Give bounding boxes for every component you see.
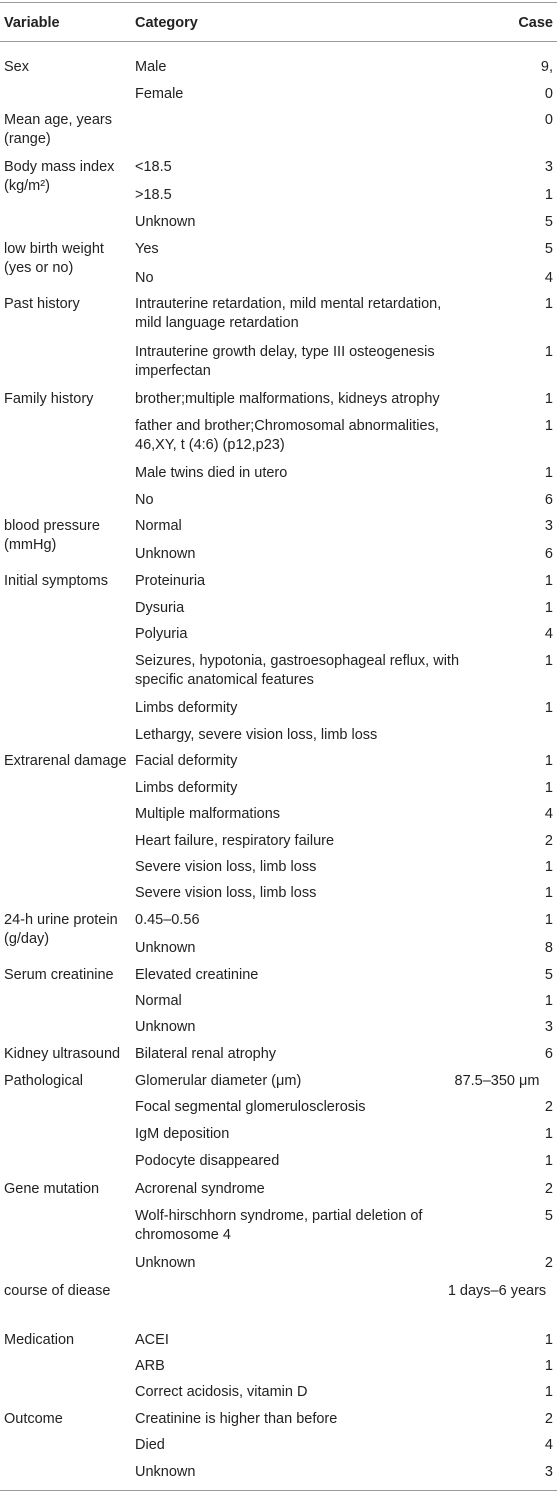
cell-category: Heart failure, respiratory failure <box>135 833 335 849</box>
cell-category: Proteinuria <box>135 573 206 589</box>
cell-case: 1 <box>544 1358 553 1374</box>
cell-case: 6 <box>544 492 553 508</box>
cell-case: 1 <box>544 753 553 769</box>
cell-category: Male <box>135 59 167 75</box>
cell-case: 1 <box>544 465 553 481</box>
cell-variable: Family history <box>4 391 94 407</box>
cell-case: 0 <box>544 112 553 128</box>
cell-category: Podocyte disappeared <box>135 1153 280 1169</box>
cell-case: 1 <box>544 187 553 203</box>
cell-category: Yes <box>135 241 159 257</box>
cell-case: 5 <box>544 1208 553 1224</box>
cell-case: 1 <box>544 573 553 589</box>
cell-case: 2 <box>544 1099 553 1115</box>
cell-category: Intrauterine growth delay, type III osteogenesis imperfectan <box>135 344 435 379</box>
cell-case: 1 <box>544 1126 553 1142</box>
cell-case: 8 <box>544 940 553 956</box>
cell-case: 5 <box>544 214 553 230</box>
cell-category: No <box>135 270 154 286</box>
header-variable: Variable <box>4 15 60 31</box>
cell-category: Female <box>135 86 184 102</box>
cell-variable: Pathological <box>4 1073 83 1089</box>
cell-case: 1 <box>544 1332 553 1348</box>
cell-case: 4 <box>544 1437 553 1453</box>
cell-case: 87.5–350 μm <box>454 1073 540 1089</box>
cell-category: Dysuria <box>135 600 185 616</box>
cell-category: Severe vision loss, limb loss <box>135 859 317 875</box>
cell-case: 9, <box>540 59 553 75</box>
cell-case: 5 <box>544 967 553 983</box>
cell-category: Multiple malformations <box>135 806 281 822</box>
cell-category: >18.5 <box>135 187 172 203</box>
cell-case: 1 <box>544 296 553 312</box>
cell-case: 3 <box>544 159 553 175</box>
cell-variable: low birth weight (yes or no) <box>4 241 104 276</box>
cell-category: Unknown <box>135 1464 196 1480</box>
cell-case: 1 <box>544 912 553 928</box>
cell-category: Unknown <box>135 214 196 230</box>
cell-case: 3 <box>544 1019 553 1035</box>
cell-category: Intrauterine retardation, mild mental retardation, mild language retardation <box>135 296 442 331</box>
cell-case: 1 <box>544 1384 553 1400</box>
cell-case: 1 <box>544 859 553 875</box>
cell-case: 6 <box>544 546 553 562</box>
cell-category: Died <box>135 1437 165 1453</box>
cell-case: 1 <box>544 418 553 434</box>
cell-category: brother;multiple malformations, kidneys atrophy <box>135 391 440 407</box>
cell-variable: blood pressure (mmHg) <box>4 518 100 553</box>
cell-category: IgM deposition <box>135 1126 230 1142</box>
cell-category: Unknown <box>135 546 196 562</box>
cell-category: Elevated creatinine <box>135 967 259 983</box>
cell-case: 1 <box>544 653 553 669</box>
cell-variable: Outcome <box>4 1411 63 1427</box>
table-top-rule <box>0 2 557 3</box>
cell-category: Bilateral renal atrophy <box>135 1046 277 1062</box>
header-category: Category <box>135 15 198 31</box>
cell-variable: Gene mutation <box>4 1181 100 1197</box>
cell-category: Facial deformity <box>135 753 238 769</box>
cell-category: Normal <box>135 518 182 534</box>
cell-variable: Extrarenal damage <box>4 753 127 769</box>
cell-category: Wolf-hirschhorn syndrome, partial deletion of chromosome 4 <box>135 1208 423 1243</box>
cell-case: 1 days–6 years <box>447 1283 547 1299</box>
cell-case: 2 <box>544 1411 553 1427</box>
cell-case: 1 <box>544 993 553 1009</box>
cell-variable: Sex <box>4 59 29 75</box>
cell-case: 1 <box>544 700 553 716</box>
cell-category: Acrorenal syndrome <box>135 1181 265 1197</box>
cell-case: 6 <box>544 1046 553 1062</box>
cell-category: Seizures, hypotonia, gastroesophageal reflux, with specific anatomical features <box>135 653 460 688</box>
cell-case: 3 <box>544 1464 553 1480</box>
cell-category: ARB <box>135 1358 165 1374</box>
cell-category: 0.45–0.56 <box>135 912 200 928</box>
table-bottom-rule <box>0 1490 557 1491</box>
cell-variable: Kidney ultrasound <box>4 1046 121 1062</box>
cell-case: 0 <box>544 86 553 102</box>
cell-category: Male twins died in utero <box>135 465 288 481</box>
cell-category: Limbs deformity <box>135 780 238 796</box>
cell-category: Unknown <box>135 1019 196 1035</box>
cell-category: <18.5 <box>135 159 172 175</box>
cell-variable: Medication <box>4 1332 75 1348</box>
cell-category: No <box>135 492 154 508</box>
cell-variable: Past history <box>4 296 80 312</box>
cell-category: Unknown <box>135 1255 196 1271</box>
cell-category: Normal <box>135 993 182 1009</box>
cell-category: Glomerular diameter (μm) <box>135 1073 302 1089</box>
cell-category: ACEI <box>135 1332 169 1348</box>
header-rule <box>0 41 557 42</box>
cell-case: 1 <box>544 391 553 407</box>
cell-category: father and brother;Chromosomal abnormalities, 46,XY, t (4:6) (p12,p23) <box>135 418 439 453</box>
cell-case: 2 <box>544 1255 553 1271</box>
cell-category: Unknown <box>135 940 196 956</box>
cell-case: 2 <box>544 1181 553 1197</box>
cell-category: Focal segmental glomerulosclerosis <box>135 1099 366 1115</box>
cell-case: 4 <box>544 626 553 642</box>
cell-case: 4 <box>544 270 553 286</box>
cell-category: Creatinine is higher than before <box>135 1411 338 1427</box>
cell-case: 5 <box>544 241 553 257</box>
cell-case: 1 <box>544 780 553 796</box>
cell-variable: Body mass index (kg/m²) <box>4 159 115 194</box>
cell-case: 1 <box>544 600 553 616</box>
cell-variable: Initial symptoms <box>4 573 108 589</box>
cell-case: 1 <box>544 1153 553 1169</box>
cell-category: Correct acidosis, vitamin D <box>135 1384 308 1400</box>
cell-case: 2 <box>544 833 553 849</box>
cell-category: Limbs deformity <box>135 700 238 716</box>
cell-case: 3 <box>544 518 553 534</box>
cell-case: 1 <box>544 344 553 360</box>
cell-variable: Serum creatinine <box>4 967 114 983</box>
cell-category: Severe vision loss, limb loss <box>135 885 317 901</box>
cell-category: Lethargy, severe vision loss, limb loss <box>135 727 378 743</box>
cell-variable: course of diease <box>4 1283 111 1299</box>
cell-case: 1 <box>544 885 553 901</box>
cell-variable: Mean age, years (range) <box>4 112 113 147</box>
cell-category: Polyuria <box>135 626 188 642</box>
cell-case: 4 <box>544 806 553 822</box>
header-case: Case <box>518 15 553 31</box>
cell-variable: 24-h urine protein (g/day) <box>4 912 118 947</box>
